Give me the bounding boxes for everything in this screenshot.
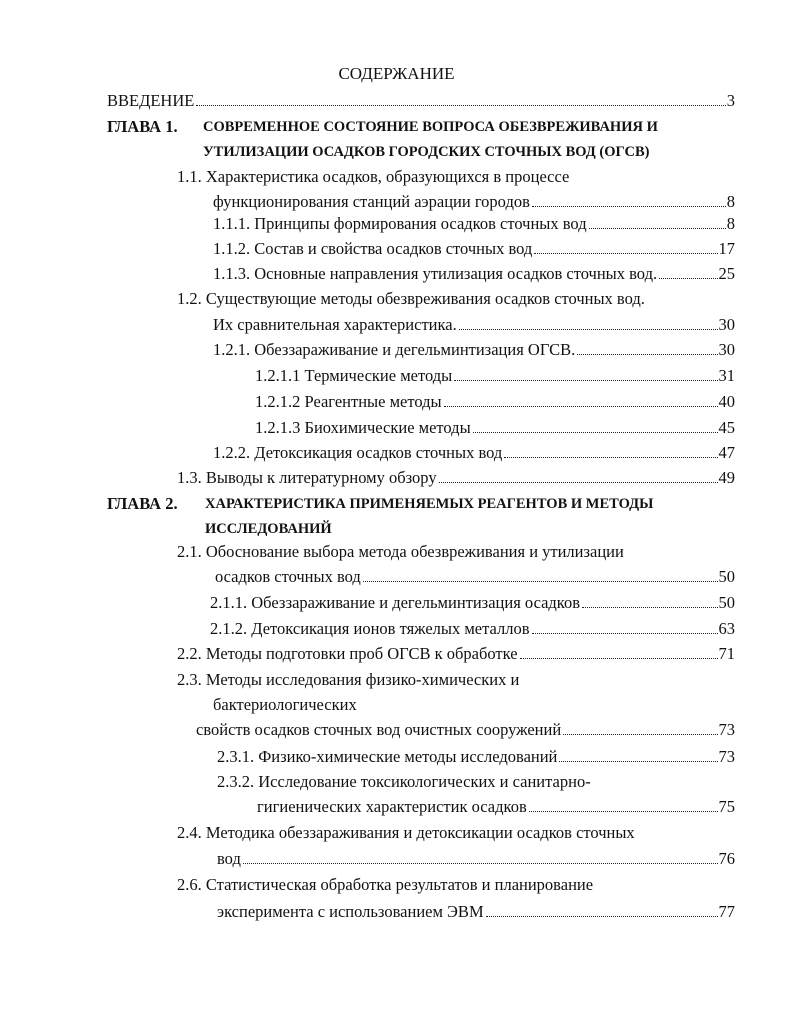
entry-text: 1.2.1.1 Термические методы	[255, 366, 453, 385]
toc-entry[interactable]	[215, 566, 735, 588]
dot-leader	[444, 406, 718, 407]
dot-leader	[563, 734, 717, 735]
page-number: 50	[718, 567, 735, 586]
toc-entry[interactable]	[257, 796, 735, 818]
page-number: 8	[726, 192, 735, 211]
toc-entry-heading: 2.6. Статистическая обработка результатов и планирование	[177, 875, 594, 894]
dot-leader	[532, 206, 726, 207]
dot-leader	[473, 432, 718, 433]
dot-leader	[589, 228, 726, 229]
toc-entry[interactable]	[177, 467, 735, 489]
dot-leader	[439, 482, 718, 483]
page-number: 75	[718, 797, 735, 816]
entry-text: 1.2.1. Обеззараживание и дегельминтизация ОГСВ.	[213, 340, 576, 359]
toc-entry[interactable]	[177, 643, 735, 665]
page-number: 77	[718, 902, 735, 921]
page-number: 73	[718, 720, 735, 739]
dot-leader	[486, 916, 718, 917]
entry-text: 1.1.3. Основные направления утилизация осадков сточных вод.	[213, 264, 658, 283]
entry-text: 1.3. Выводы к литературному обзору	[177, 468, 437, 487]
page-number: 47	[718, 443, 735, 462]
dot-leader	[459, 329, 718, 330]
page-number: 63	[718, 619, 735, 638]
toc-entry-heading: 1.2. Существующие методы обезвреживания осадков сточных вод.	[177, 289, 645, 308]
toc-entry[interactable]	[255, 365, 735, 387]
chapter1-label: ГЛАВА 1.	[107, 117, 178, 136]
page-number: 3	[726, 91, 735, 110]
entry-text: вод	[217, 849, 241, 868]
toc-entry[interactable]	[213, 263, 735, 285]
page-number: 45	[718, 418, 735, 437]
toc-entry[interactable]	[213, 191, 735, 213]
dot-leader	[520, 658, 718, 659]
entry-text: гигиенических характеристик осадков	[257, 797, 527, 816]
toc-entry[interactable]	[213, 238, 735, 260]
dot-leader	[577, 354, 717, 355]
chapter2-title-line2: ИССЛЕДОВАНИЙ	[205, 521, 332, 537]
entry-text: 1.2.1.2 Реагентные методы	[255, 392, 442, 411]
dot-leader	[243, 863, 718, 864]
entry-text: 1.1.2. Состав и свойства осадков сточных вод	[213, 239, 533, 258]
toc-entry[interactable]	[196, 719, 735, 741]
toc-entry[interactable]	[217, 746, 735, 768]
entry-text: осадков сточных вод	[215, 567, 361, 586]
entry-text: 1.1.1. Принципы формирования осадков сточных вод	[213, 214, 587, 233]
entry-text: 2.2. Методы подготовки проб ОГСВ к обработке	[177, 644, 518, 663]
entry-text: 2.1.1. Обеззараживание и дегельминтизация осадков	[210, 593, 581, 612]
toc-entry[interactable]	[217, 901, 735, 923]
page-number: 17	[718, 239, 735, 258]
entry-text: свойств осадков сточных вод очистных сооружений	[196, 720, 562, 739]
page-number: 76	[718, 849, 735, 868]
entry-text: функционирования станций аэрации городов	[213, 192, 530, 211]
page-number: 25	[718, 264, 735, 283]
toc-entry-heading: 2.3. Методы исследования физико-химических и	[177, 670, 520, 689]
dot-leader	[532, 633, 718, 634]
toc-entry[interactable]	[213, 314, 735, 336]
page-number: 71	[718, 644, 735, 663]
toc-entry-heading: 1.1. Характеристика осадков, образующихся в процессе	[177, 167, 570, 186]
page-number: 50	[718, 593, 735, 612]
toc-entry-heading: 2.3.2. Исследование токсикологических и санитарно-	[217, 772, 591, 791]
entry-text: эксперимента с использованием ЭВМ	[217, 902, 484, 921]
chapter2-label: ГЛАВА 2.	[107, 494, 178, 513]
entry-text: 2.1.2. Детоксикация ионов тяжелых металлов	[210, 619, 530, 638]
entry-text: ВВЕДЕНИЕ	[107, 91, 195, 110]
dot-leader	[582, 607, 717, 608]
chapter2-title-line1: ХАРАКТЕРИСТИКА ПРИМЕНЯЕМЫХ РЕАГЕНТОВ И МЕТОДЫ	[205, 496, 654, 512]
page-number: 49	[718, 468, 735, 487]
page-number: 73	[718, 747, 735, 766]
chapter1-title-line2: УТИЛИЗАЦИИ ОСАДКОВ ГОРОДСКИХ СТОЧНЫХ ВОД (ОГСВ)	[203, 144, 650, 160]
toc-entry-heading: бактериологических	[213, 695, 357, 714]
dot-leader	[454, 380, 717, 381]
dot-leader	[659, 278, 717, 279]
entry-text: 1.2.2. Детоксикация осадков сточных вод	[213, 443, 503, 462]
toc-entry[interactable]	[217, 848, 735, 870]
chapter1-title-line1: СОВРЕМЕННОЕ СОСТОЯНИЕ ВОПРОСА ОБЕЗВРЕЖИВАНИЯ И	[203, 119, 658, 135]
dot-leader	[363, 581, 718, 582]
toc-entry[interactable]	[213, 339, 735, 361]
toc-entry[interactable]	[255, 417, 735, 439]
toc-entry-heading: 2.1. Обоснование выбора метода обезвреживания и утилизации	[177, 542, 624, 561]
dot-leader	[196, 105, 725, 106]
entry-text: 2.3.1. Физико-химические методы исследований	[217, 747, 558, 766]
entry-text: 1.2.1.3 Биохимические методы	[255, 418, 471, 437]
page-number: 8	[726, 214, 735, 233]
page-number: 30	[718, 315, 735, 334]
dot-leader	[504, 457, 717, 458]
toc-entry-intro[interactable]	[107, 90, 735, 112]
toc-entry-heading: 2.4. Методика обеззараживания и детоксикации осадков сточных	[177, 823, 635, 842]
page-number: 31	[718, 366, 735, 385]
page-title: СОДЕРЖАНИЕ	[338, 64, 455, 83]
page-number: 30	[718, 340, 735, 359]
page-number: 40	[718, 392, 735, 411]
toc-entry[interactable]	[210, 618, 735, 640]
dot-leader	[559, 761, 717, 762]
entry-text: Их сравнительная характеристика.	[213, 315, 457, 334]
toc-entry[interactable]	[210, 592, 735, 614]
dot-leader	[529, 811, 718, 812]
toc-entry[interactable]	[213, 213, 735, 235]
toc-entry[interactable]	[213, 442, 735, 464]
dot-leader	[534, 253, 717, 254]
toc-entry[interactable]	[255, 391, 735, 413]
